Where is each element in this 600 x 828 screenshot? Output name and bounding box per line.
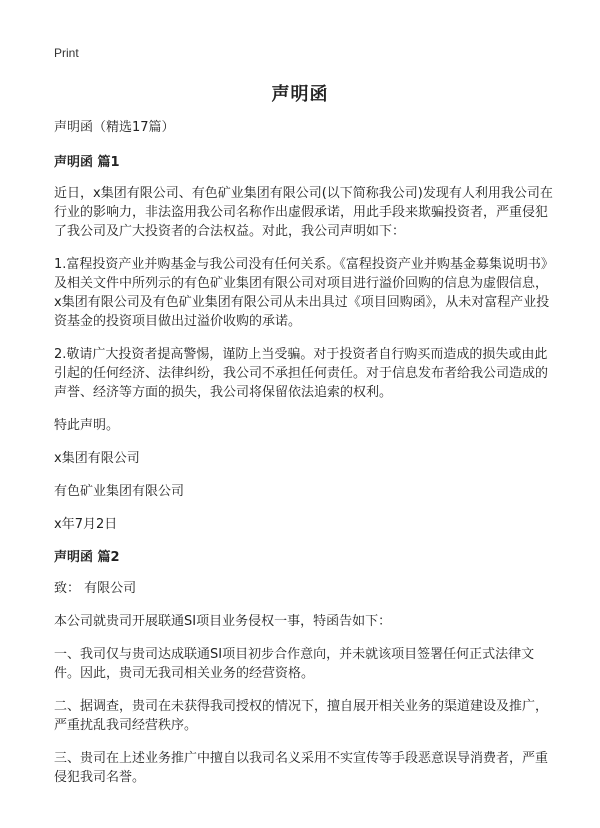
paragraph: 三、贵司在上述业务推广中擅自以我司名义采用不实宣传等手段恶意误导消费者，严重侵犯我司名誉。: [54, 751, 549, 785]
signature-date: x年7月2日: [54, 517, 118, 532]
addressee: 致： 有限公司: [54, 581, 137, 596]
document-body: [54, 118, 554, 801]
paragraph: 二、据调查，贵司在未获得我司授权的情况下，擅自展开相关业务的渠道建设及推广，严重扰乱我司经营秩序。: [54, 699, 549, 733]
page-title: 声明函: [271, 84, 329, 105]
paragraph: 本公司就贵司开展联通SI项目业务侵权一事，特函告如下：: [54, 614, 392, 629]
paragraph: 一、我司仅与贵司达成联通SI项目初步合作意向，并未就该项目签署任何正式法律文件。因此，贵司无我司相关业务的经营资格。: [54, 647, 535, 681]
signature-company-2: 有色矿业集团有限公司: [54, 484, 185, 499]
section-heading-1: 声明函 篇1: [54, 155, 120, 170]
document-subtitle: 声明函（精选17篇）: [54, 120, 175, 135]
paragraph: 近日，x集团有限公司、有色矿业集团有限公司(以下简称我公司)发现有人利用我公司在行业的影响力，非法盗用我公司名称作出虚假承诺，用此手段来欺骗投资者，严重侵犯了我公司及广大投资者的合法权益。对此，我公司声明如下：: [54, 186, 553, 239]
paragraph: 1.富程投资产业并购基金与我公司没有任何关系。《富程投资产业并购基金募集说明书》及相关文件中所列示的有色矿业集团有限公司对项目进行溢价回购的信息为虚假信息，x集团有限公司及有色矿业集团有限公司从未出具过《项目回购函》，从未对富程产业投资基金的投资项目做出过溢价收购的承诺。: [54, 257, 554, 329]
paragraph: 特此声明。: [54, 418, 120, 433]
section-heading-2: 声明函 篇2: [54, 550, 120, 565]
print-label: Print: [54, 46, 79, 60]
paragraph: 2.敬请广大投资者提高警惕，谨防上当受骗。对于投资者自行购买而造成的损失或由此引起的任何经济、法律纠纷，我公司不承担任何责任。对于信息发布者给我公司造成的声誉、经济等方面的损失，我公司将保留依法追索的权利。: [54, 347, 549, 400]
signature-company-1: x集团有限公司: [54, 451, 140, 466]
